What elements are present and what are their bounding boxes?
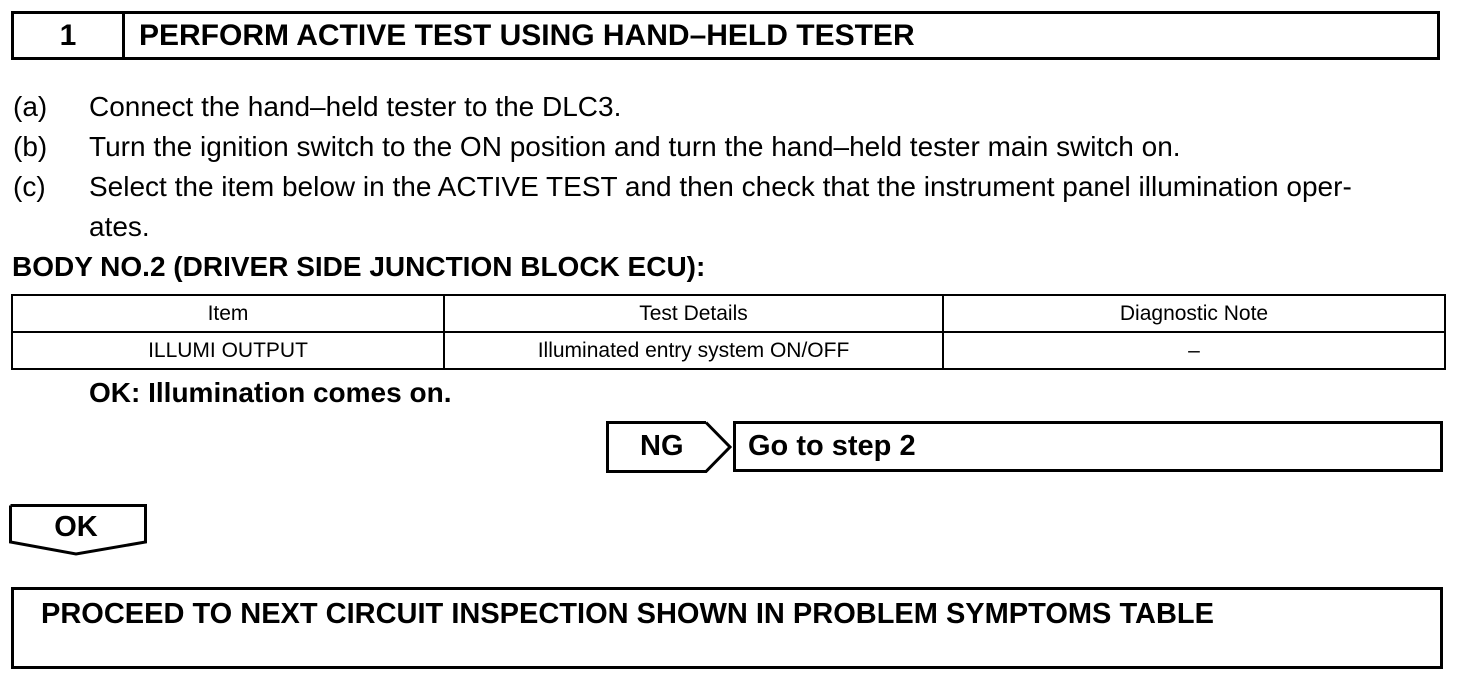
ng-action-label: Go to step 2 [748,430,916,462]
ng-label: NG [640,430,684,462]
section-heading: BODY NO.2 (DRIVER SIDE JUNCTION BLOCK ECU): [12,251,706,282]
table-cell-test-details: Illuminated entry system ON/OFF [444,332,943,369]
step-header [11,11,1440,60]
instruction-c-letter: (c) [13,171,46,202]
ok-condition: OK: Illumination comes on. [89,377,452,408]
step-number: 1 [14,14,125,57]
step-title: PERFORM ACTIVE TEST USING HAND–HELD TESTER [139,19,915,52]
ng-action-box [733,421,1443,472]
table-header-row [12,295,1445,332]
final-action-box [11,587,1443,669]
table-header-item: Item [12,295,444,332]
final-action-label: PROCEED TO NEXT CIRCUIT INSPECTION SHOWN IN PROBLEM SYMPTOMS TABLE [41,598,1214,630]
instruction-a-text: Connect the hand–held tester to the DLC3. [89,91,622,122]
instruction-c-text-line1: Select the item below in the ACTIVE TEST and then check that the instrument panel illumination oper- [89,171,1352,202]
table-cell-item: ILLUMI OUTPUT [12,332,444,369]
instruction-b-letter: (b) [13,131,48,162]
table-header-test-details: Test Details [444,295,943,332]
instruction-b-text: Turn the ignition switch to the ON position and turn the hand–held tester main switch on. [89,131,1181,162]
table-header-diagnostic-note: Diagnostic Note [943,295,1445,332]
table-row [12,332,1445,369]
ok-label: OK [54,511,98,543]
instruction-a-letter: (a) [13,91,48,122]
active-test-table [11,294,1446,370]
table-cell-diagnostic-note: – [943,332,1445,369]
instruction-c-text-line2: ates. [89,211,150,242]
